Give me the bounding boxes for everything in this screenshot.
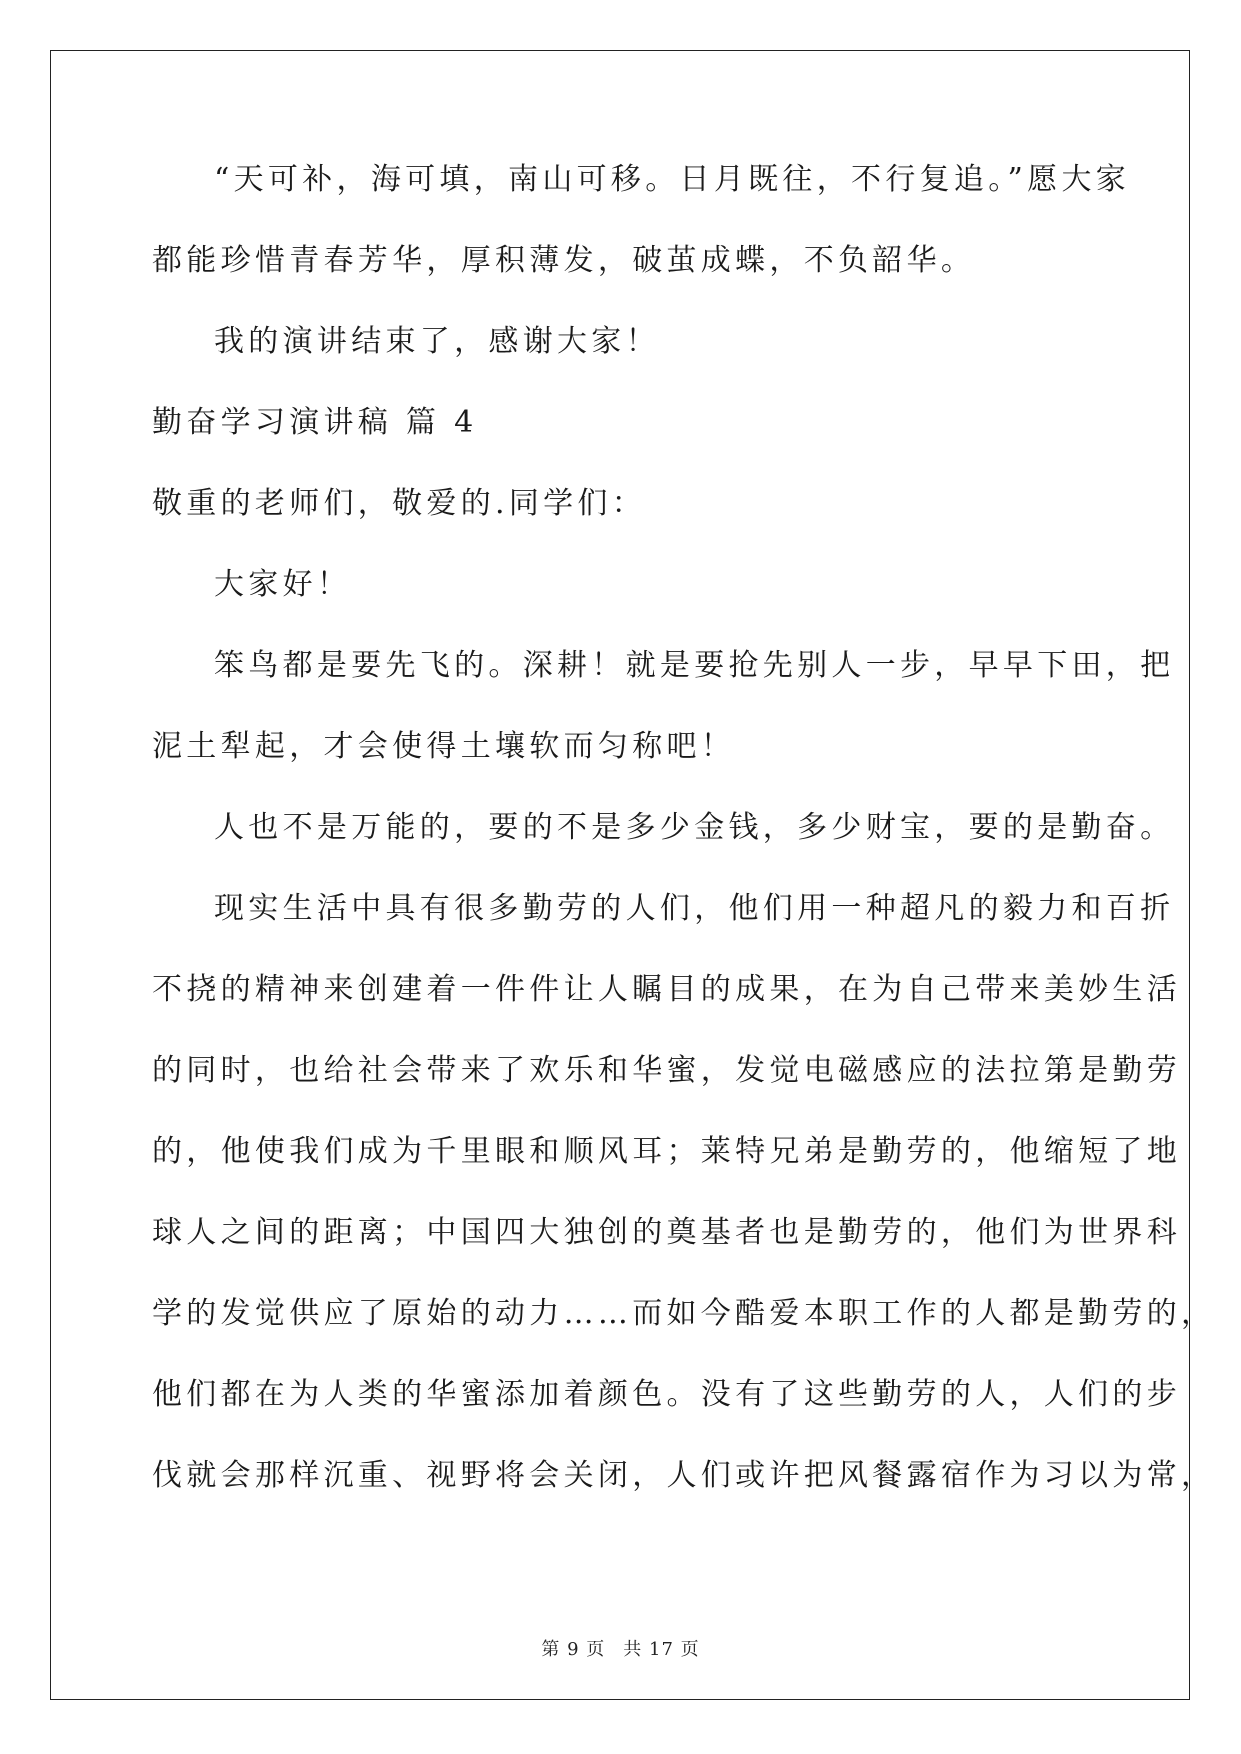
page-total: 共 17 页 bbox=[623, 1639, 700, 1660]
paragraph-line: 泥土犁起，才会使得土壤软而匀称吧！ bbox=[152, 729, 736, 764]
salutation: 敬重的老师们，敬爱的.同学们： bbox=[152, 486, 647, 521]
paragraph-line: 我的演讲结束了，感谢大家！ bbox=[214, 324, 660, 359]
paragraph-line: 的，他使我们成为千里眼和顺风耳；莱特兄弟是勤劳的，他缩短了地 bbox=[152, 1134, 1181, 1169]
paragraph-line: 都能珍惜青春芳华，厚积薄发，破茧成蝶，不负韶华。 bbox=[152, 243, 976, 278]
paragraph-line: 现实生活中具有很多勤劳的人们，他们用一种超凡的毅力和百折 bbox=[214, 891, 1175, 926]
page-footer bbox=[0, 1635, 1241, 1661]
section-heading: 勤奋学习演讲稿 篇 4 bbox=[152, 405, 478, 440]
greeting: 大家好！ bbox=[214, 567, 352, 602]
paragraph-line: “天可补，海可填，南山可移。日月既往，不行复追。”愿大家 bbox=[214, 162, 1131, 197]
paragraph-line: 伐就会那样沉重、视野将会关闭，人们或许把风餐露宿作为习以为常， bbox=[152, 1458, 1216, 1493]
paragraph-line: 的同时，也给社会带来了欢乐和华蜜，发觉电磁感应的法拉第是勤劳 bbox=[152, 1053, 1181, 1088]
paragraph-line: 笨鸟都是要先飞的。深耕！就是要抢先别人一步，早早下田，把 bbox=[214, 648, 1175, 683]
paragraph-line: 人也不是万能的，要的不是多少金钱，多少财宝，要的是勤奋。 bbox=[214, 810, 1175, 845]
paragraph-line: 他们都在为人类的华蜜添加着颜色。没有了这些勤劳的人，人们的步 bbox=[152, 1377, 1181, 1412]
document-body bbox=[152, 155, 1216, 1532]
paragraph-line: 不挠的精神来创建着一件件让人瞩目的成果，在为自己带来美妙生活 bbox=[152, 972, 1181, 1007]
paragraph-line: 学的发觉供应了原始的动力……而如今酷爱本职工作的人都是勤劳的， bbox=[152, 1296, 1216, 1331]
paragraph-line: 球人之间的距离；中国四大独创的奠基者也是勤劳的，他们为世界科 bbox=[152, 1215, 1181, 1250]
page-number: 第 9 页 bbox=[541, 1639, 606, 1660]
